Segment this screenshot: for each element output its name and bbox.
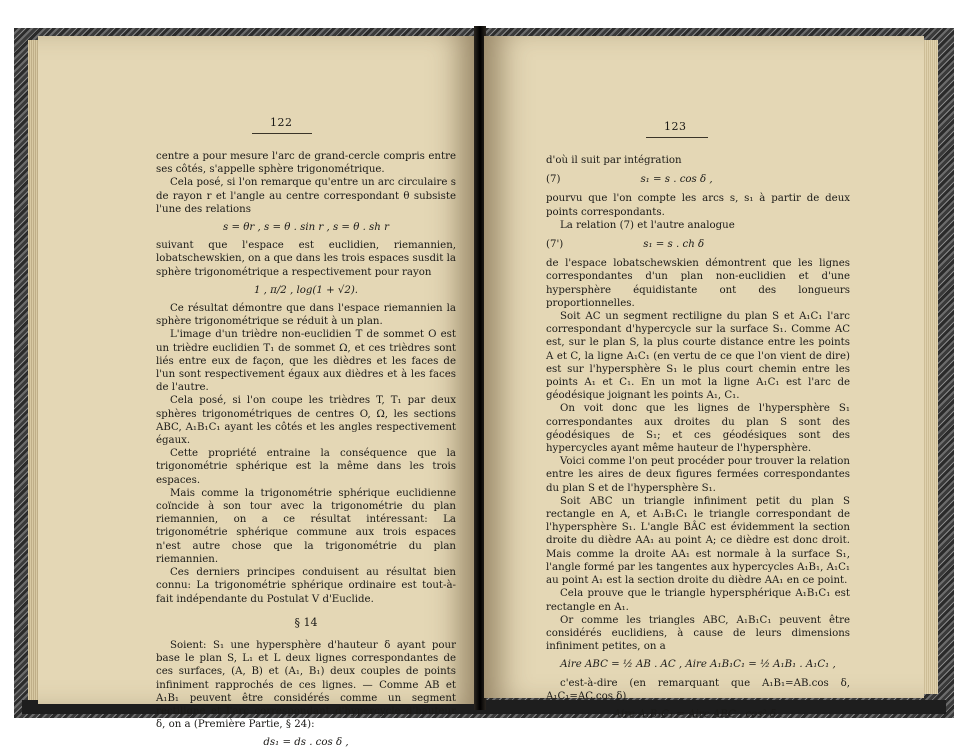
left-page bbox=[38, 36, 476, 749]
paragraph: Cela prouve que le triangle hypersphérique A₁B₁C₁ est rectangle en A₁. bbox=[546, 588, 850, 613]
paragraph: d'où il suit par intégration bbox=[546, 155, 682, 166]
paragraph: centre a pour mesure l'arc de grand-cercle compris entre ses côtés, s'appelle sphère trigonométrique. bbox=[156, 151, 456, 176]
paragraph: Mais comme la trigonométrie sphérique euclidienne coïncide à son tour avec la trigonométrie du plan riemannien, on a ce résultat intéressant: La trigonométrie sphérique commune aux trois espaces n'est autre chose que la trigonométrie du plan riemannien. bbox=[156, 487, 456, 565]
equation: s = θr , s = θ . sin r , s = θ . sh r bbox=[223, 222, 389, 234]
paragraph: La relation (7) et l'autre analogue bbox=[560, 219, 735, 231]
paragraph: Voici comme l'on peut procéder pour trouver la relation entre les aires de deux figures fermées correspondantes du plan S et de l'hypersphère S₁. bbox=[546, 456, 850, 494]
right-page-number: 123 bbox=[664, 120, 687, 133]
equation: Aire A₁B₁C₁ = Aire ABC . cos² δ . bbox=[613, 708, 783, 720]
paragraph: Ces derniers principes conduisent au résultat bien connu: La trigonométrie sphérique ordinaire est tout-à-fait indépendante du Postulat V d'Euclide. bbox=[156, 567, 456, 605]
page-edges-right bbox=[922, 40, 938, 694]
equation: 1 , π/2 , log(1 + √2). bbox=[253, 284, 359, 296]
paragraph: Cela posé, si l'on remarque qu'entre un arc circulaire s de rayon r et l'angle au centre correspondant θ subsiste l'une des relations bbox=[156, 177, 456, 215]
paragraph: Cette propriété entraine la conséquence que la trigonométrie sphérique est la même dans les trois espaces. bbox=[156, 448, 456, 486]
equation-label: (7) bbox=[546, 174, 561, 186]
paragraph: Soit ABC un triangle infiniment petit du plan S rectangle en A, et A₁B₁C₁ le triangle correspondant de l'hypersphère S₁. L'angle BÂC est évidemment la section droite du dièdre AA₁ au point A; ce dièdre est donc droit. Mais comme la droite AA₁ est normale à la surface S₁, l'angle formé par les tangentes aux hypercycles A₁B₁, A₁C₁ au point A₁ est la section droite du dièdre AA₁ en ce point. bbox=[546, 495, 850, 587]
right-header-rule bbox=[646, 137, 708, 138]
equation: s₁ = s . ch δ bbox=[643, 239, 705, 251]
right-page bbox=[484, 36, 924, 720]
equation-label: (7') bbox=[546, 239, 564, 251]
paragraph: de l'espace lobatschewskien démontrent que les lignes correspondantes d'un plan non-euclidien et d'une hypersphère équidistante ont des longueurs proportionnelles. bbox=[546, 258, 850, 309]
paragraph: pourvu que l'on compte les arcs s, s₁ à partir de deux points correspondants. bbox=[546, 193, 850, 218]
paragraph: Soit AC un segment rectiligne du plan S et A₁C₁ l'arc correspondant d'hypercycle sur la surface S₁. Comme AC est, sur le plan S, la plus courte distance entre les points A et C, la ligne A₁C₁ (en vertu de ce que l'on vient de dire) est sur l'hypersphère S₁ le plus court chemin entre les points A₁ et C₁. En un mot la ligne A₁C₁ est l'arc de géodésique joignant les points A₁, C₁. bbox=[546, 311, 850, 402]
paragraph: Cela posé, si l'on coupe les trièdres T, T₁ par deux sphères trigonométriques de centres O, Ω, les sections ABC, A₁B₁C₁ ayant les côtés et les angles respectivement égaux. bbox=[156, 395, 456, 447]
equation: ds₁ = ds . cos δ , bbox=[263, 737, 349, 749]
left-page-number: 122 bbox=[270, 116, 293, 129]
paragraph: On voit donc que les lignes de l'hypersphère S₁ correspondantes aux droites du plan S sont des géodésiques de S₁; et ces géodésiques sont des hypercycles ayant même hauteur de l'hypersphère. bbox=[546, 403, 850, 455]
paragraph: suivant que l'espace est euclidien, riemannien, lobatschewskien, on a que dans les trois espaces susdit la sphère trigonométrique a respectivement pour rayon bbox=[156, 240, 456, 278]
equation: s₁ = s . cos δ , bbox=[640, 174, 713, 186]
equation: Aire ABC = ½ AB . AC , Aire A₁B₁C₁ = ½ A₁B₁ . A₁C₁ , bbox=[560, 659, 836, 671]
section-heading: § 14 bbox=[294, 615, 318, 629]
paragraph: L'image d'un trièdre non-euclidien T de sommet O est un trièdre euclidien T₁ de sommet Ω, et ces trièdres sont liés entre eux de façon, que les dièdres et les faces de l'un sont respectivement égaux aux dièdres et à les faces de l'autre. bbox=[156, 329, 456, 394]
paragraph: Soient: S₁ une hypersphère d'hauteur δ ayant pour base le plan S, L₁ et L deux lignes correspondantes de ces surfaces, (A, B) et (A₁, B₁) deux couples de points infiniment rapprochés de ces lignes. — Comme AB et A₁B₁ peuvent être considérés comme un segment rectiligne et l'arc correspondant d'hypercycle d'hauteur δ, on a (Première Partie, § 24): bbox=[156, 639, 456, 731]
paragraph: c'est-à-dire (en remarquant que A₁B₁=AB.cos δ, A₁C₁=AC.cos δ) bbox=[546, 677, 850, 702]
right-page-body bbox=[546, 154, 850, 726]
paragraph: Or comme les triangles ABC, A₁B₁C₁ peuvent être considérés euclidiens, à cause de leurs dimensions infiniment petites, on a bbox=[546, 614, 850, 653]
labeled-equation bbox=[546, 173, 850, 186]
left-page-body bbox=[156, 150, 456, 755]
left-header-rule bbox=[252, 133, 312, 134]
paragraph: Ce résultat démontre que dans l'espace riemannien la sphère trigonométrique se réduit à un plan. bbox=[156, 303, 456, 328]
labeled-equation bbox=[546, 238, 850, 251]
